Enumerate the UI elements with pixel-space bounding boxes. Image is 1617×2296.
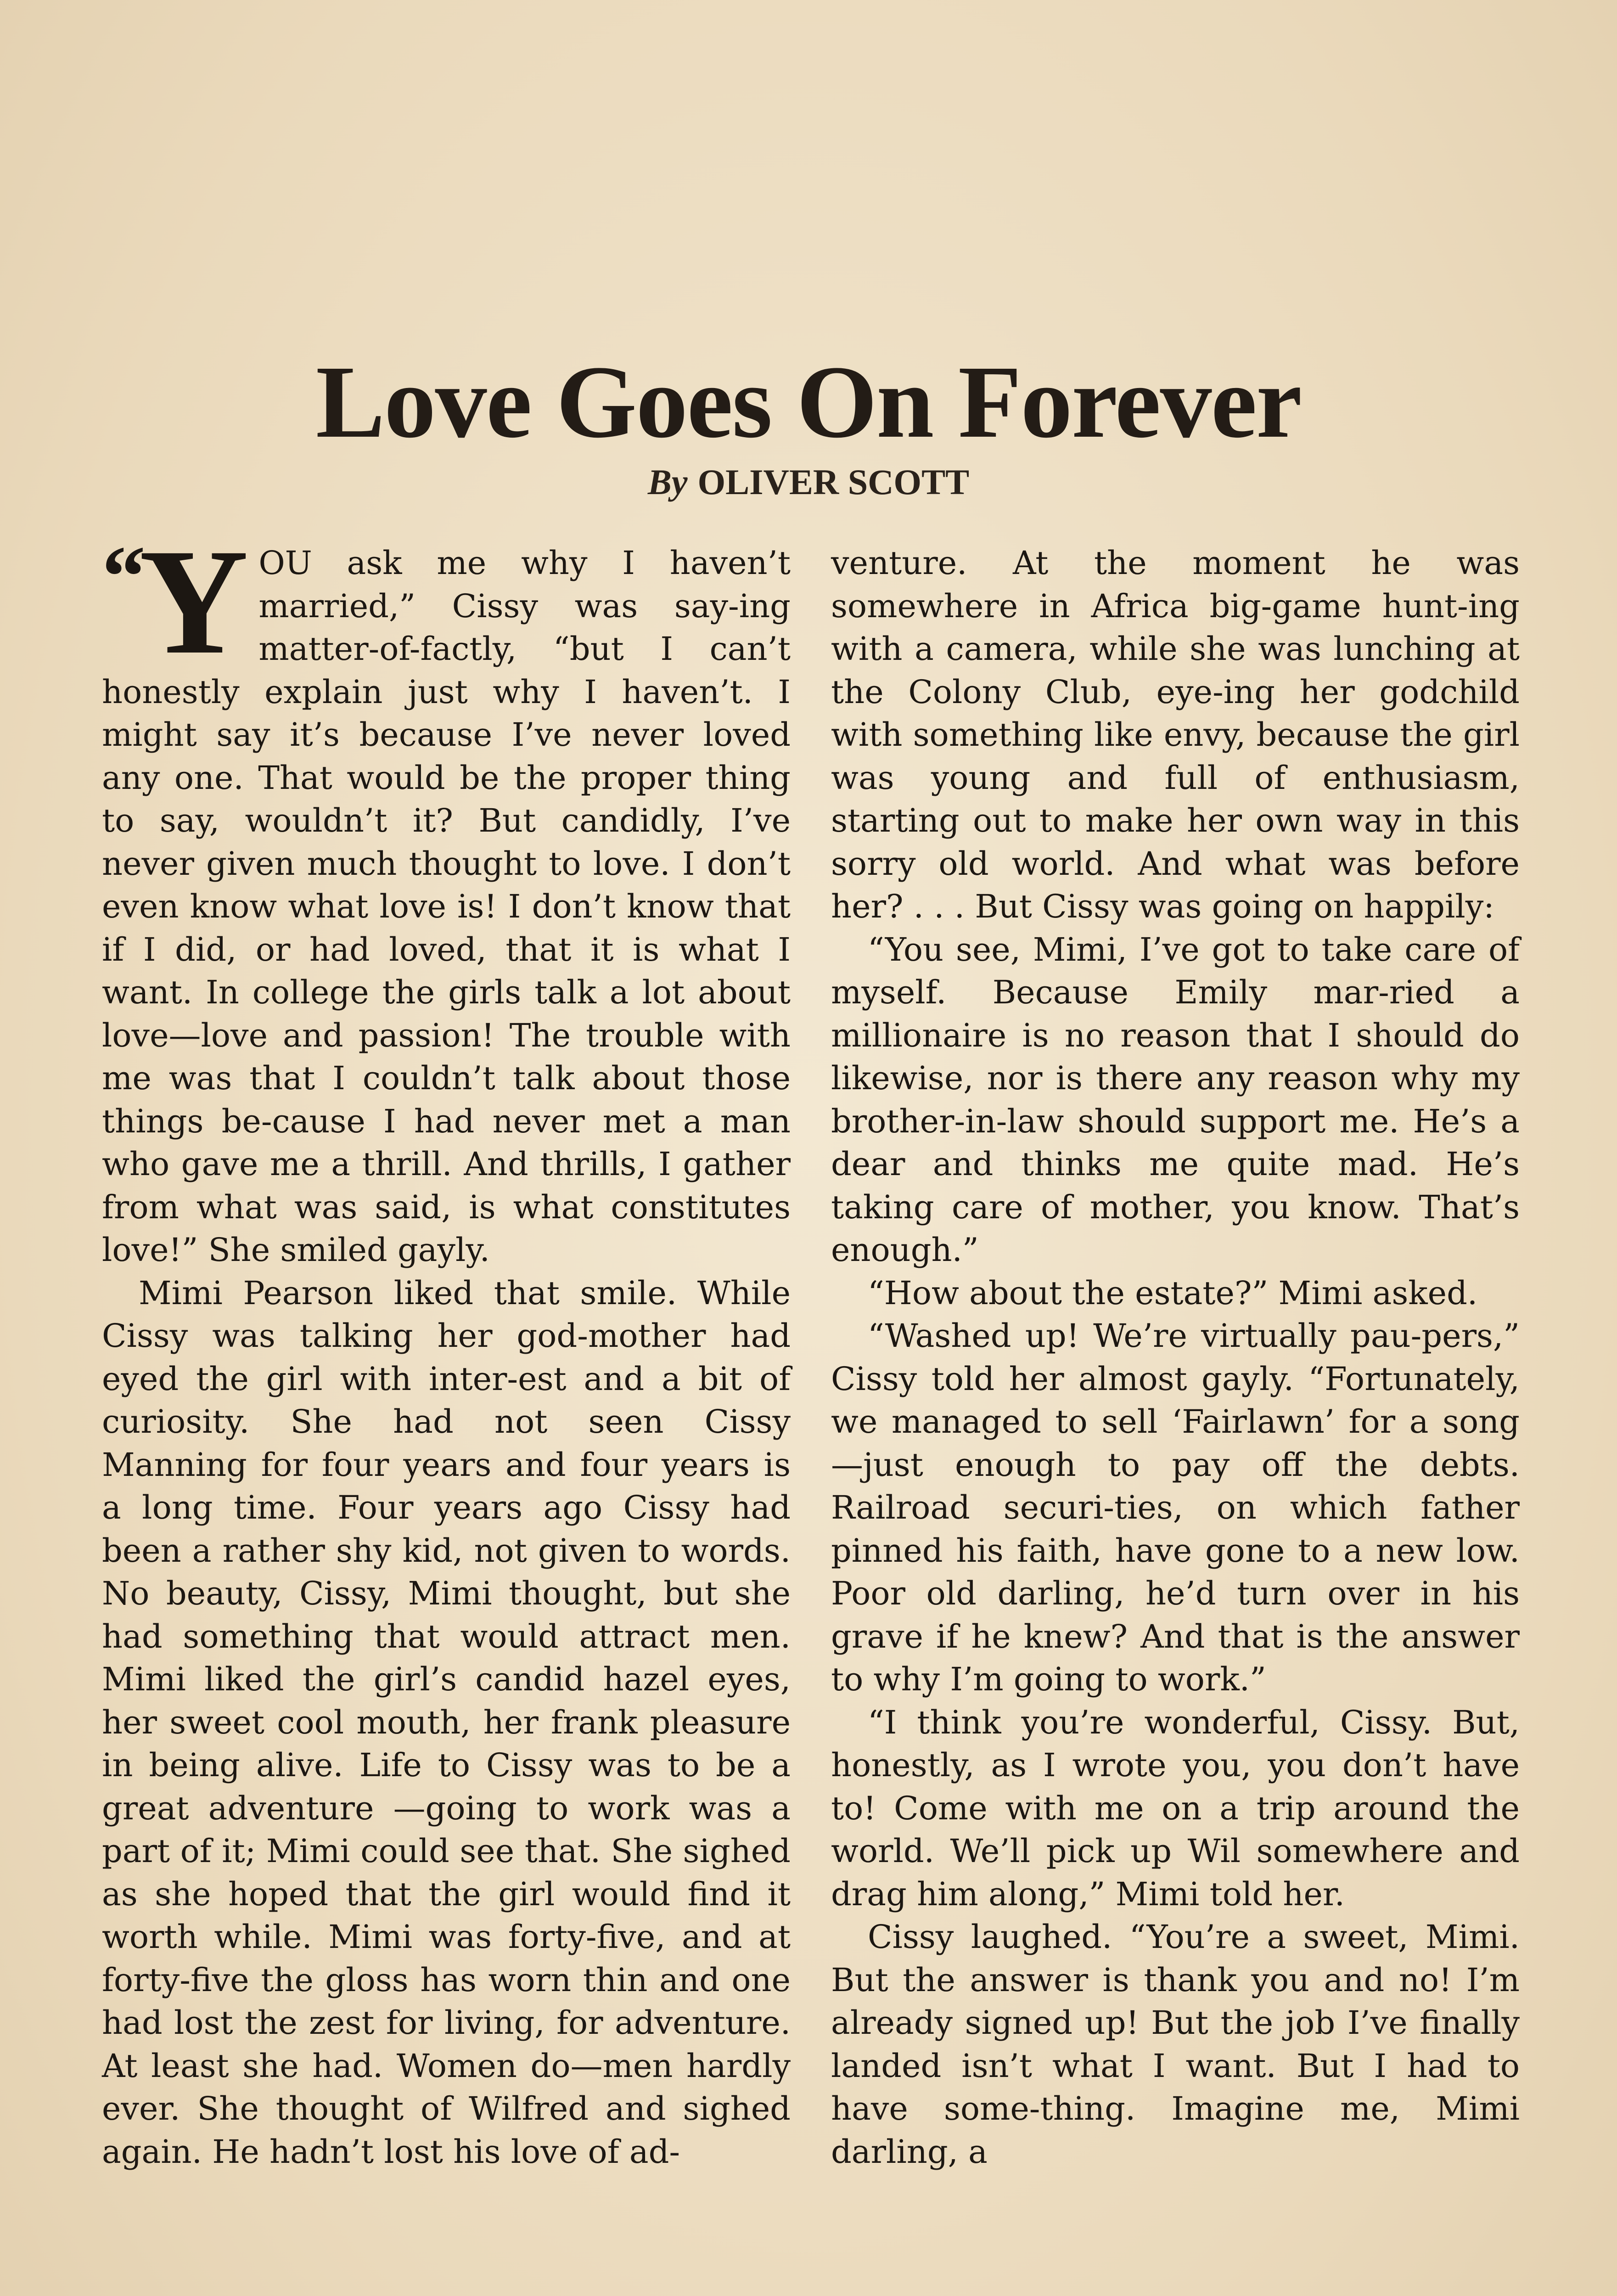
paragraph-text: OU ask me why I haven’t married,” Cissy was say-ing matter-of-factly, “but I can’t honestly explain just why I haven’t. I might say it’s because I’ve never loved any one. That would be the proper thing to say, wouldn’t it? But candidly, I’ve never given much thought to love. I don’t even know what love is! I don’t know that if I did, or had loved, that it is what I want. In college the girls talk a lot about love—love and passion! The trouble with me was that I couldn’t talk about those things be-cause I had never met a man who gave me a thrill. And thrills, I gather from what was said, is what constitutes love!” She smiled gayly. (102, 544, 791, 1269)
paragraph (102, 518, 791, 1272)
paragraph: Cissy laughed. “You’re a sweet, Mimi. But the answer is thank you and no! I’m already signed up! But the job I’ve finally landed isn’t what I want. But I had to have some-thing. Imagine me, Mimi darling, a (831, 1918, 1520, 2171)
byline-prefix: By (647, 462, 688, 502)
paragraph: “I think you’re wonderful, Cissy. But, honestly, as I wrote you, you don’t have to! Come with me on a trip around the world. We’ll pick up Wil somewhere and drag him along,” Mimi told her. (831, 1703, 1520, 1913)
article-title: Love Goes On Forever (315, 344, 1302, 459)
left-column (102, 518, 791, 2296)
paragraph: “Washed up! We’re virtually pau-pers,” Cissy told her almost gayly. “Fortunately, we managed to sell ‘Fairlawn’ for a song—just enough to pay off the debts. Railroad securi-ties, on which father pinned his faith, have gone to a new low. Poor old darling, he’d turn over in his grave if he knew? And that is the answer to why I’m going to work.” (831, 1317, 1520, 1698)
drop-cap-quote: “ (102, 529, 139, 625)
drop-cap (102, 518, 249, 686)
article-byline (0, 461, 1617, 503)
paragraph: “How about the estate?” Mimi asked. (868, 1274, 1478, 1312)
byline-author: OLIVER SCOTT (697, 462, 970, 502)
right-column (831, 542, 1520, 2296)
paragraph: venture. At the moment he was somewhere in Africa big-game hunt-ing with a camera, while she was lunching at the Colony Club, eye-ing her godchild with something like envy, because the girl was young and full of enthusiasm, starting out to make her own way in this sorry old world. And what was before her? . . . But Cissy was going on happily: (831, 544, 1520, 925)
paragraph: “You see, Mimi, I’ve got to take care of myself. Because Emily mar-ried a millionaire is no reason that I should do likewise, nor is there any reason why my brother-in-law should support me. He’s a dear and thinks me quite mad. He’s taking care of mother, you know. That’s enough.” (831, 930, 1520, 1269)
paragraph: Mimi Pearson liked that smile. While Cissy was talking her god-mother had eyed the girl with inter-est and a bit of curiosity. She had not seen Cissy Manning for four years and four years is a long time. Four years ago Cissy had been a rather shy kid, not given to words. No beauty, Cissy, Mimi thought, but she had something that would attract men. Mimi liked the girl’s candid hazel eyes, her sweet cool mouth, her frank pleasure in being alive. Life to Cissy was to be a great adventure —going to work was a part of it; Mimi could see that. She sighed as she hoped that the girl would find it worth while. Mimi was forty-five, and at forty-five the gloss has worn thin and one had lost the zest for living, for adventure. At least she had. Women do—men hardly ever. She thought of Wilfred and sighed again. He hadn’t lost his love of ad- (102, 1274, 791, 2171)
drop-cap-letter: Y (139, 518, 249, 686)
